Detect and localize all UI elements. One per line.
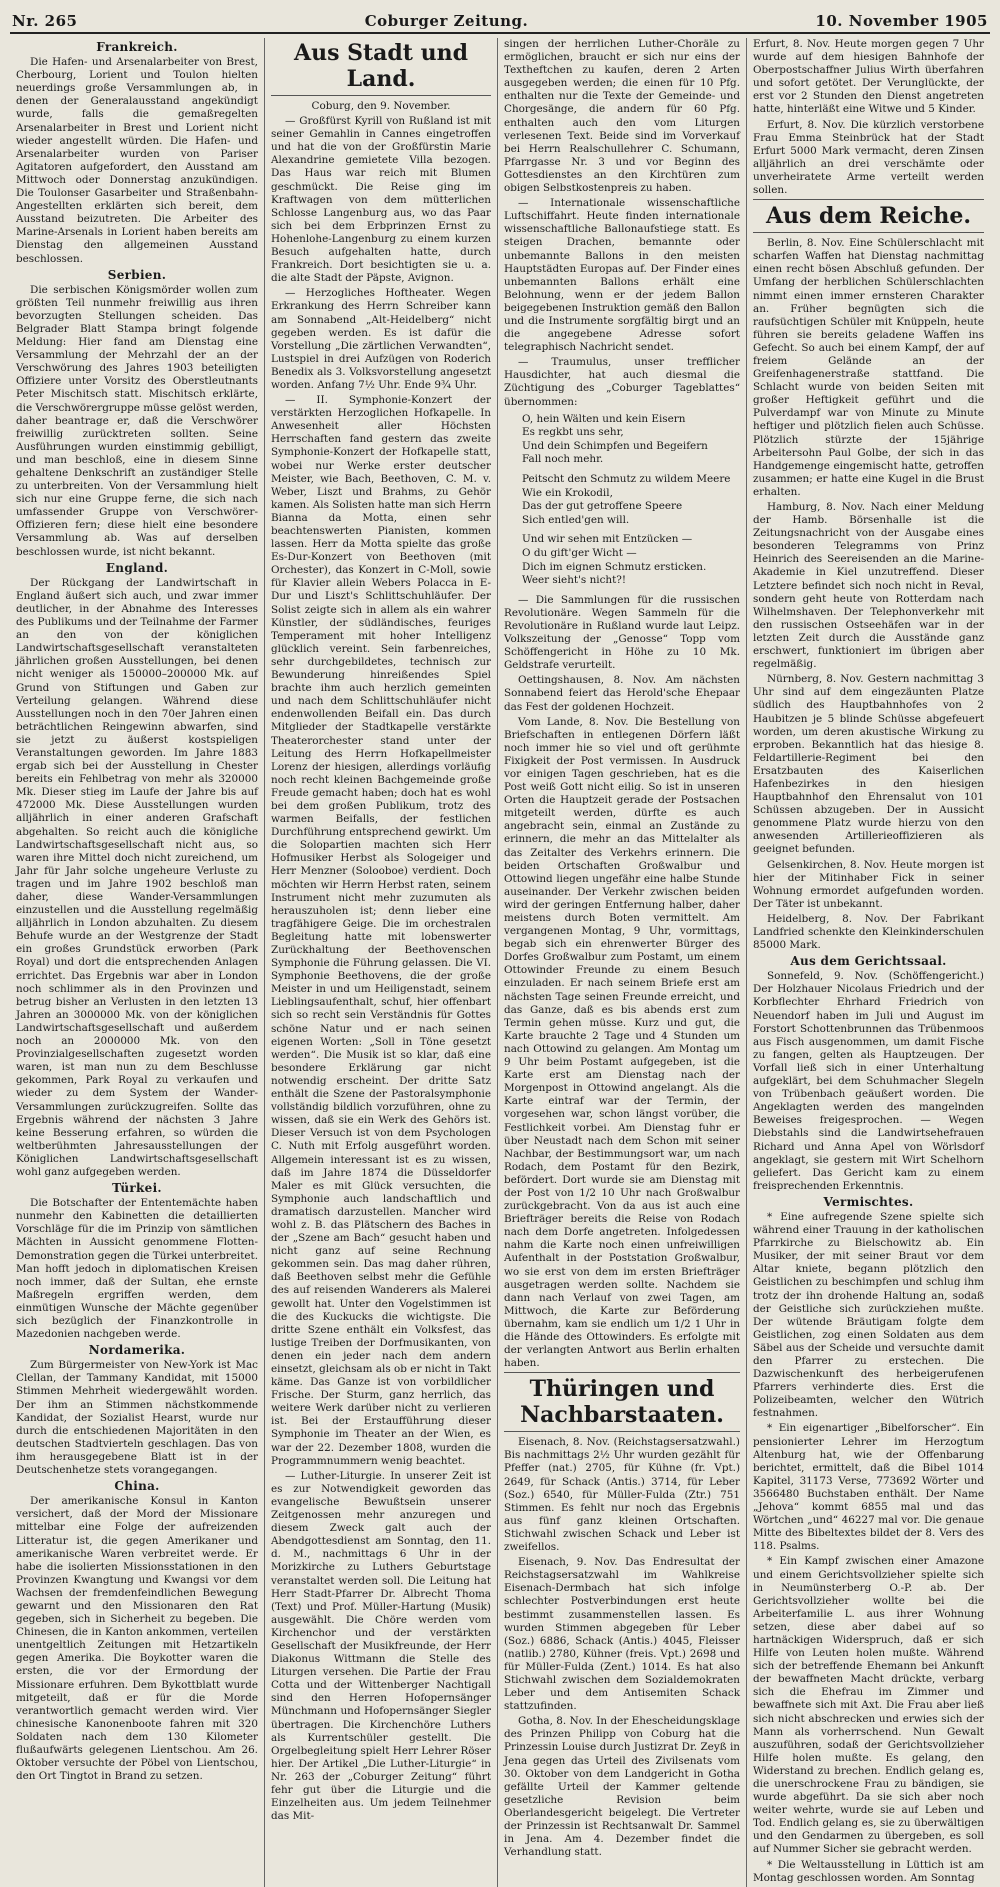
article-england: Der Rückgang der Landwirtschaft in England äußert sich auch, und zwar immer deutlicher, in der Abnahme des Interesses des Publikums und der Teilnahme der Farmer an den von der königlichen Landwirtschaftsgesellschaft veranstalteten jährlichen großen Ausstellungen, bei denen nicht weniger als 150000–200000 Mk. auf Grund von Stiftungen und Gaben zur Verteilung gelangen. Während diese Ausstellungen noch in den 70er Jahren einen beträchtlichen Reingewinn abwarfen, sind sie jetzt zu äußerst kostspieligen Veranstaltungen geworden. Im Jahre 1883 ergab sich bei der Ausstellung in Chester bereits ein Fehlbetrag von mehr als 320000 Mk. Dieser stieg im Laufe der Jahre bis auf 472000 Mk. Diese Ausstellungen wurden alljährlich in einer anderen Grafschaft abgehalten. So reicht auch die königliche Landwirtschaftsgesellschaft nicht aus, so waren ihre Mittel doch nicht zureichend, um Jahr für Jahr solche ungeheure Verluste zu tragen und im Jahre 1902 beschloß man daher, diese Wander-Versammlungen einzustellen und die Ausstellung regelmäßig alljährlich in London abzuhalten. Zu diesem Behufe wurde an der Westgrenze der Stadt ein großes Grundstück erworben (Park Royal) und dort die entsprechenden Anlagen errichtet. Das Ergebnis war aber in London noch schlimmer als in den Provinzen und betrug bisher an Verlusten in den letzten 13 Jahren an 3000000 Mk. von der königlichen Landwirtschaftsgesellschaft und außerdem noch an 2000000 Mk. von den Provinzialgesellschaften zugesetzt worden waren, ist man nun zu dem Beschlusse gekommen, Park Royal zu verkaufen und wieder zu dem System der Wander-Versammlungen zurückzugreifen. Sollte das Ergebnis während der nächsten 3 Jahre keine Besserung erfahren, so würden die weltberühmten Jahresausstellungen der Königlichen Landwirtschaftsgesellschaft wohl ganz aufgegeben werden. <box>16 576 258 1178</box>
article-nuernberg: Nürnberg, 8. Nov. Gestern nachmittag 3 Uhr sind auf dem eingezäunten Platze südlich des Hauptbahnhofes von 2 Haubitzen je 5 blinde Schüsse abgefeuert worden, um deren akustische Wirkung zu erproben. Bekanntlich hat das hiesige 8. Feldartillerie-Regiment bei den Ersatzbauten des Kaiserlichen Hafenbezirkes in den hiesigen Hauptbahnhof den Ehrensalut von 101 Schüssen abzugeben. Der in Aussicht genommene Platz wurde hierzu von den anwesenden Artillerieoffizieren als geeignet befunden. <box>753 673 984 856</box>
section-title-reiche: Aus dem Reiche. <box>753 199 984 233</box>
poem-line: Dich im eignen Schmutz ersticken. <box>522 560 707 573</box>
section-title-stadt-land: Aus Stadt und Land. <box>271 40 491 96</box>
article-hoftheater: — Herzogliches Hoftheater. Wegen Erkrankung des Herrn Schreiber kann am Sonnabend „Alt-Heidelberg“ nicht gegeben werden. Es ist dafür die Vorstellung „Die zärtlichen Verwandten“, Lustspiel in drei Aufzügen von Roderich Benedix als 3. Volksvorstellung angesetzt worden. Anfang 7½ Uhr. Ende 9¾ Uhr. <box>271 287 491 391</box>
poem-line: Peitscht den Schmutz zu wildem Meere <box>522 473 731 485</box>
article-liturgie-continued: singen der herrlichen Luther-Choräle zu ermöglichen, braucht er sich nur eins der Textheftchen zu kaufen, deren 2 Arten ausgegeben werden; die einen für 10 Pfg. enthalten nur die Texte der Gemeinde- und Chorgesänge, die andern für 60 Pfg. enthalten auch den vom Liturgen verlesenen Text. Beide sind im Vorverkauf bei Herrn Realschullehrer C. Schumann, Pfarrgasse Nr. 3 und vor Beginn des Gottesdienstes an den Kirchtüren zum obigen Selbstkostenpreis zu haben. <box>504 38 740 195</box>
article-oettingshausen: Oettingshausen, 8. Nov. Am nächsten Sonnabend feiert das Herold'sche Ehepaar das Fest der goldenen Hochzeit. <box>504 674 740 713</box>
article-eisenach-2: Eisenach, 9. Nov. Das Endresultat der Reichstagsersatzwahl im Wahlkreise Eisenach-Dermbach hat sich infolge schlechter Postverbindungen erst heute bestimmt zusammenstellen lassen. Es wurden Stimmen abgegeben für Leber (Soz.) 6886, Schack (Antis.) 4045, Fleisser (natlib.) 2780, Kühner (freis. Vpt.) 2698 und für Müller-Fulda (Zent.) 1014. Es hat also Stichwahl zwischen dem Sozialdemokraten Leber und dem Antisemiten Schack stattzufinden. <box>504 1556 740 1713</box>
heading-serbien: Serbien. <box>107 267 167 282</box>
article-hamburg: Hamburg, 8. Nov. Nach einer Meldung der Hamb. Börsenhalle ist die Zeitungsnachricht von der Ausgabe eines besonderen Telegramms von Prinz Heinrich des Seereisenden an die Marine-Akademie in Kiel unzutreffend. Dieser Letztere befindet sich noch nicht in Reval, sondern geht heute von Rotterdam nach Wilhelmshaven. Der Telephonverkehr mit den russischen Ostseehäfen war in der letzten Zeit durch die Ausstände ganz erschwert, funktioniert im übrigen aber regelmäßig. <box>753 501 984 671</box>
article-serbien: Die serbischen Königsmörder wollen zum größten Teil nunmehr freiwillig aus ihren bevorzugten Stellungen scheiden. Das Belgrader Blatt Stampa bringt folgende Meldung: Hier fand am Dienstag eine Versammlung der Mehrzahl der an der Verschwörung des Jahres 1903 beteiligten Offiziere unter Vorsitz des Oberstleutnants Peter Mischitsch statt. Mischitsch erklärte, die Verschwörergruppe müsse gelöst werden, daher beantrage er, daß die Verschwörer freiwillig zurücktreten sollten. Seine Ausführungen wurden einstimmig gebilligt, und man beschloß, eine in diesem Sinne gehaltene Denkschrift an zuständiger Stelle zu unterbreiten. Von der Versammlung hielt sich nur eine Gruppe ferne, die sich nach umfassender Gruppe von Verschwörer-Offizieren fern; diese hielt eine besondere Versammlung ab. Was auf derselben beschlossen wurde, ist nicht bekannt. <box>16 283 258 558</box>
poem-line: Das der gut getroffene Speere <box>522 500 683 513</box>
article-weltausstellung: * Die Weltausstellung in Lüttich ist am Montag geschlossen worden. Am Sonntag <box>753 1858 984 1884</box>
article-luftschiffahrt: — Internationale wissenschaftliche Luftschiffahrt. Heute finden internationale wissenschaftliche Ballonaufstiege statt. Es steigen Drachen, bemannte oder unbemannte Ballons in den meisten Hauptstädten Europas auf. Der Finder eines unbemannten Ballons erhält eine Belohnung, wenn er der jedem Ballon beigegebenen Instruktion gemäß den Ballon und die Instrumente sorgfältig birgt und an die angegebene Adresse sofort telegraphisch Nachricht sendet. <box>504 197 740 354</box>
heading-china: China. <box>114 1479 160 1494</box>
article-bibelforscher: * Ein eigenartiger „Bibelforscher“. Ein pensionierter Lehrer im Herzogtum Altenburg hat, wie der Offenbarung berichtet, ermittelt, daß die Bibel 1014 Kapitel, 31173 Verse, 773692 Wörter und 3566480 Buchstaben enthält. Der Name „Jehova“ kommt 6855 mal und das Wörtchen „und“ 46227 mal vor. Die genaue Mitte des Bibeltextes bildet der 8. Vers des 118. Psalms. <box>753 1422 984 1553</box>
article-tuerkei: Die Botschafter der Ententemächte haben nunmehr den Kabinetten die detaillierten Vorschläge für die im Prinzip von sämtlichen Mächten in Aussicht genommene Flotten-Demonstration gegen die Türkei unterbreitet. Man hofft jedoch in diplomatischen Kreisen noch immer, daß der Sultan, ehe ernste Maßregeln ergriffen werden, dem einmütigen Wunsche der Mächte gegenüber sich bezüglich der Finanzkontrolle in Mazedonien nachgeben werde. <box>16 1197 258 1341</box>
article-china: Der amerikanische Konsul in Kanton versichert, daß der Mord der Missionare mittelbar eine Folge der aufreizenden Litteratur ist, die gegen Amerikaner und amerikanische Waren verbreitet werde. Er habe die isolierten Missionsstationen in den Provinzen Kwangtung und Kwangsi vor dem Wachsen der fremdenfeindlichen Bewegung gewarnt und den Missionaren den Rat gegeben, sich in Sicherheit zu begeben. Die Chinesen, die in Kanton ankommen, verteilen unentgeltlich Zeitungen mit Hetzartikeln gegen Amerika. Die Boykotter waren die ersten, die vor der Ermordung der Missionare erfuhren. Dem Bykottblatt wurde mitgeteilt, daß er für die Morde verantwortlich gemacht werden wird. Vier chinesische Kanonenboote fahren mit 320 Soldaten nach dem 130 Kilometer flußaufwärts gelegenen Lientschou. Am 26. Oktober versuchte der Pöbel von Lientschou, den Ort Tingtot in Brand zu setzen. <box>16 1495 258 1783</box>
poem-line: O, hein Wälten und kein Eisern <box>522 412 686 425</box>
heading-gerichtssaal: Aus dem Gerichtssaal. <box>790 954 947 969</box>
newspaper-title: Coburger Zeitung. <box>364 12 529 30</box>
article-sammlungen: — Die Sammlungen für die russischen Revolutionäre. Wegen Sammeln für die Revolutionäre in Rußland wurde laut Leipz. Volkszeitung der „Genosse“ Topp vom Schöffengericht in Höhe zu 10 Mk. Geldstrafe verurteilt. <box>504 593 740 672</box>
issue-date: 10. November 1905 <box>815 12 988 30</box>
article-eisenach-1: Eisenach, 8. Nov. (Reichstagsersatzwahl.) Bis nachmittags 2½ Uhr wurden gezählt für Pfeffer (nat.) 2705, für Kühne (fr. Vpt.) 2649, für Schack (Antis.) 3714, für Leber (Soz.) 6540, für Müller-Fulda (Ztr.) 751 Stimmen. Es fehlt nur noch das Ergebnis aus fünf ganz kleinen Ortschaften. Stichwahl zwischen Schack und Leber ist zweifellos. <box>504 1436 740 1554</box>
article-erfurt-1: Erfurt, 8. Nov. Heute morgen gegen 7 Uhr wurde auf dem hiesigen Bahnhofe der Oberpostschaffner Julius Wirth überfahren und sofort getötet. Der Verunglückte, der erst vor 2 Stunden den Dienst angetreten hatte, hinterläßt eine Witwe und 5 Kinder. <box>753 38 984 116</box>
article-gelsenkirchen: Gelsenkirchen, 8. Nov. Heute morgen ist hier der Mitinhaber Fick in seiner Wohnung ermordet aufgefunden worden. Der Täter ist unbekannt. <box>753 858 984 910</box>
masthead <box>10 6 990 34</box>
column-3 <box>498 38 747 1887</box>
article-erfurt-2: Erfurt, 8. Nov. Die kürzlich verstorbene Frau Emma Steinbrück hat der Stadt Erfurt 5000 Mark vermacht, deren Zinsen alljährlich an drei verschämte oder unverheiratete Arme verteilt werden sollen. <box>753 118 984 197</box>
article-grossfuerst: — Großfürst Kyrill von Rußland ist mit seiner Gemahlin in Cannes eingetroffen und hat die von der Großfürstin Marie Alexandrine gemietete Villa bezogen. Das Haus war reich mit Blumen geschmückt. Die Reise ging im Kraftwagen von dem mütterlichen Schlosse Langenburg aus, wo das Paar sich bei dem Erbprinzen Ernst zu Hohenlohe-Langenburg zu einem kurzen Besuch aufgehalten hatte, durch Frankreich. Dort besichtigten sie u. a. die alte Stadt der Päpste, Avignon. <box>271 115 491 285</box>
heading-nordamerika: Nordamerika. <box>88 1343 186 1358</box>
poem-line: Und dein Schimpfen und Begeifern <box>522 439 708 452</box>
column-1 <box>10 38 265 1887</box>
poem-line: Sich entled'gen will. <box>522 513 630 526</box>
poem-line: Wie ein Krokodil, <box>522 486 613 499</box>
section-title-thueringen: Thüringen und Nachbarstaaten. <box>504 1372 740 1432</box>
poem <box>522 413 740 588</box>
article-aufregende-szene: * Eine aufregende Szene spielte sich während einer Trauung in der katholischen Pfarrkirche zu Bielschowitz ab. Ein Musiker, der mit seiner Braut vor dem Altar kniete, begann plötzlich den Geistlichen zu beschimpfen und schlug ihm trotz der ihn drohende Haltung an, sodaß der Geistliche sich zurückziehen mußte. Der wütende Bräutigam folgte dem Geistlichen, zog einen Soldaten aus dem Säbel aus der Scheide und versuchte damit den Pfarrer zu erstechen. Die Dazwischenkunft des herbeigerufenen Pfarrers verhinderte dies. Erst die Polizeibeamten, welcher den Wütrich festnahmen. <box>753 1210 984 1420</box>
heading-tuerkei: Türkei. <box>112 1181 162 1196</box>
article-frankreich: Die Hafen- und Arsenalarbeiter von Brest, Cherbourg, Lorient und Toulon hielten neuerdings große Versammlungen ab, in denen der Generalausstand angekündigt wurde, falls die gemaßregelten Arsenalarbeiter in Brest und Lorient nicht wieder angestellt würden. Die Hafen- und Arsenalarbeiter wurden von Pariser Agitatoren aufgefordert, den Ausstand am Mittwoch oder Donnerstag anzukündigen. Die Toulonser Gasarbeiter und Straßenbahn-Angestellten erklärten sich bereit, dem Ausstand beizutreten. Die Arbeiter des Marine-Arsenals in Lorient haben bereits am Dienstag den allgemeinen Ausstand beschlossen. <box>16 56 258 265</box>
article-vom-lande: Vom Lande, 8. Nov. Die Bestellung von Briefschaften in entlegenen Dörfern läßt noch immer hie so viel und oft gerühmte Fixigkeit der Post vermissen. In Ausdruck vor einigen Tagen geschrieben, hat es die Post weiß Gott nicht eilig. So ist in unseren Orten die Hauptzeit gerade der Postsachen mitgeteilt werden, dürfte es auch angebracht sein, einmal an Zustände zu erinnern, die mehr an das Mittelalter als das Zeitalter des Verkehrs erinnern. Die beiden Ortschaften Großwalbur und Ottowind liegen ungefähr eine halbe Stunde auseinander. Der Verkehr zwischen beiden wird der geringen Entfernung halber, daher meistens durch Boten vermittelt. Am vergangenen Montag, 9 Uhr, vormittags, begab sich ein ehrenwerter Bürger des Dorfes Großwalbur zum Postamt, um einem Ottowinder Freunde zu einem Besuch einzuladen. Er nach seinem Briefe erst am nächsten Tage seinen Freunde erreicht, und das Ganze, daß es bis abends erst zum Termin gehen müsse. Kurz und gut, die Karte brauchte 2 Tage und 4 Stunden um nach Ottowind zu gelangen. Am Montag um 9 Uhr beim Postamt aufgegeben, ist die Karte erst am Dienstag nach der Morgenpost in Ottowind angelangt. Als die Karte eintraf war der Termin, der vorgesehen war, schon längst vorüber, die Festlichkeit vorbei. Am Dienstag fuhr er über Neustadt nach dem Schon mit seiner Nachbar, der Bestimmungsort war, um nach Rodach, dem Postamt für den Bezirk, befördert. Dort wurde sie am Dienstag mit der Post von 1/2 10 Uhr nach Großwalbur zurückgebracht. Von da aus ist auch eine Briefträger bereits die Reise von Rodach nach dem Dorfe angetreten. Infolgedessen nahm die Karte noch einen unfreiwilligen Aufenthalt in der Poststation Großwalbur, wo sie erst von dem im ersten Briefträger ausgetragen werden sollte. Nachdem sie dann nach Verlauf von zwei Tagen, am Mittwoch, die Karte zur Beförderung übernahm, kam sie endlich um 1/2 1 Uhr in die Hände des Ottowinders. Es erfolgte mit der verlangten Antwort aus Berlin erhalten haben. <box>504 715 740 1370</box>
article-traumulus: — Traumulus, unser trefflicher Hausdichter, hat auch diesmal die Züchtigung des „Coburger Tageblattes“ übernommen: <box>504 356 740 408</box>
article-gotha: Gotha, 8. Nov. In der Ehescheidungsklage des Prinzen Philipp von Coburg hat die Prinzessin Louise durch Justizrat Dr. Zeyß in Jena gegen das Urteil des Zivilsenats vom 30. Oktober von dem Landgericht in Gotha gefällte Urteil der Kammer geltende gesetzliche Revision beim Oberlandesgericht beigelegt. Die Vertreter der Prinzessin ist Rechtsanwalt Dr. Sammel in Jena. Am 4. Dezember findet die Verhandlung statt. <box>504 1715 740 1859</box>
article-luther-liturgie: — Luther-Liturgie. In unserer Zeit ist es zur Notwendigkeit geworden das evangelische Bewußtsein unserer Zeitgenossen mehr anzuregen und diesem Zweck galt auch der Abendgottesdienst am Sonntag, den 11. d. M., nachmittags 6 Uhr in der Morizkirche zu Luthers Geburtstage veranstaltet werden soll. Die Leitung hat Herr Stadt-Pfarrer Dr. Albrecht Thoma (Text) und Prof. Müller-Hartung (Musik) ausgewählt. Die Chöre werden vom Kirchenchor und der verstärkten Gesellschaft der Musikfreunde, der Herr Diakonus Wittmann die Stelle des Liturgen versehen. Die Partie der Frau Cotta und der Wittenberger Nachtigall sind den Herren Hofopernsänger Münchmann und Hofopernsänger Siegler übertragen. Die Kirchenchöre Luthers als Kurrentschüler gestellt. Die Orgelbegleitung spielt Herr Lehrer Röser hier. Der Artikel „Die Luther-Liturgie“ in Nr. 263 der „Coburger Zeitung“ führt fehr gut über die Liturgie und die Einzelheiten aus. Um jedem Teilnehmer das Mit- <box>271 1469 491 1823</box>
article-berlin: Berlin, 8. Nov. Eine Schülerschlacht mit scharfen Waffen hat Dienstag nachmittag einen recht bösen Abschluß gefunden. Der Umfang der herblichen Schülerschlachten nimmt einen immer ernsteren Charakter an. Früher begnügten sich die raufsüchtigen Schüler mit Knüppeln, heute führen sie bereits geladene Waffen ins Gefecht. So auch bei einem Kampf, der auf freiem Gelände an der Greifenhagenerstraße stattfand. Die Schlacht wurde von beiden Seiten mit großer Heftigkeit geführt und die Pulverdampf war von Minute zu Minute heftiger und plötzlich fielen auch Schüsse. Plötzlich stürzte der 15jährige Arbeitersohn Paul Golbe, der sich in das Handgemenge eingemischt hatte, getroffen zusammen; er hatte eine Kugel in die Brust erhalten. <box>753 237 984 498</box>
article-nordamerika: Zum Bürgermeister von New-York ist Mac Clellan, der Tammany Kandidat, mit 15000 Stimmen Mehrheit wiedergewählt worden. Der ihm an Stimmen nächstkommende Kandidat, der Sozialist Hearst, wurde nur durch die entschiedenen Majoritäten in den deutschen Stadtvierteln geschlagen. Das von ihm herausgegebene Blatt ist in der Deutschenhetze stets vorangegangen. <box>16 1359 258 1477</box>
heading-vermischtes: Vermischtes. <box>823 1194 914 1209</box>
poem-line: Und wir sehen mit Entzücken — <box>522 533 693 546</box>
poem-line: O du gift'ger Wicht — <box>522 546 637 559</box>
poem-line: Es regkbt uns sehr, <box>522 426 624 439</box>
issue-number: Nr. 265 <box>12 12 78 30</box>
poem-verse-2 <box>522 473 740 527</box>
heading-frankreich: Frankreich. <box>96 40 178 54</box>
poem-line: Fall noch mehr. <box>522 453 604 466</box>
article-sonnefeld: Sonnefeld, 9. Nov. (Schöffengericht.) Der Holzhauer Nicolaus Friedrich und der Korbflechter Ehrhard Friedrich von Neuendorf haben im Juli und August im Forstort Schottenbrunnen das Trübenmoos aus Fisch ausgenommen, um damit Fische zu fangen, gelten als Hauptzeugen. Der Vorfall ließ sich in einer Unterhaltung aufgeklärt, bei dem Schuhmacher Slegeln von Trübenbach geäußert worden. Die Angeklagten werden des mangelnden Beweises freigesprochen. — Wegen Diebstahls sind die Landwirtsehefrauen Richard und Anna Apel von Wörlsdorf angeklagt, sie gestern mit Wirt Schelhorn geliefert. Das Gericht kam zu einem freisprechenden Erkenntnis. <box>753 970 984 1192</box>
poem-line: Weer sieht's nicht?! <box>522 574 627 587</box>
heading-england: England. <box>105 560 169 575</box>
column-4 <box>747 38 990 1887</box>
column-2 <box>265 38 498 1887</box>
article-symphonie-konzert: — II. Symphonie-Konzert der verstärkten Herzoglichen Hofkapelle. In Anwesenheit aller Höchsten Herrschaften fand gestern das zweite Symphonie-Konzert der Hofkapelle statt, wobei nur Werke erster deutscher Meister, wie Bach, Beethoven, C. M. v. Weber, Liszt und Brahms, zu Gehör kamen. Als Solisten hatte man sich Herrn Bianna da Motta, einen sehr beachtenswerten Pianisten, kommen lassen. Herr da Motta spielte das große Es-Dur-Konzert von Beethoven (mit Orchester), das Konzert in C-Moll, sowie für Klavier allein Webers Polacca in E-Dur und Liszt's Schlittschuhläufer. Der Solist zeigte sich in allem als ein wahrer Künstler, der südländisches, feuriges Temperament mit hoher Intelligenz glücklich vereint. Sein farbenreiches, sehr durchgebildetes, technisch zur Bewunderung hinreißendes Spiel brachte ihm auch herzlich gemeinten und nach dem Schlittschuhläufer nicht endenwollenden Beifall ein. Das durch Mitglieder der Stadtkapelle verstärkte Theaterorchester stand unter der Leitung des Herrn Hofkapellmeister Lorenz der hiesigen, allerdings vorläufig noch recht kleinen Bachgemeinde große Freude gemacht haben; doch hat es wohl bei dem großen Publikum, trotz des warmen Beifalls, der festlichen Durchführung entsprechend gewirkt. Um die Solopartien machten sich Herr Hofmusiker Herbst als Sologeiger und Herr Menzner (Solooboe) verdient. Doch möchten wir Herrn Herbst raten, seinem Instrument nicht mehr zuzumuten als herauszuholen ist; denn lieber eine tragfähigere Geige. Die im orchestralen Begleitung hatte mit lobenswerter Zurückhaltung der Beethovenschen Symphonie die Führung gelassen. Die VI. Symphonie Beethovens, die der große Meister in und um Heiligenstadt, seinem Lieblingsaufenthalt, schuf, hier offenbart sich so recht sein Verständnis für Gottes schöne Natur und er nach seinen eigenen Worten: „Soll in Töne gesetzt werden“. Die Musik ist so klar, daß eine besondere Erklärung gar nicht notwendig erscheint. Der dritte Satz enthält die Szene der Pastoralsymphonie vollständig bildlich vorzuführen, ohne zu wissen, daß sie ein Werk des Gehörs ist. Dieser Versuch ist von dem Psychologen C. Nuth mit Erfolg ausgeführt worden. Allgemein interessant ist es zu wissen, daß im Jahre 1874 die Düsseldorfer Maler es mit Glück versuchten, die Symphonie auch landschaftlich und dramatisch darzustellen. Mancher wird wohl z. B. das Plätschern des Baches in der „Szene am Bach“ gesucht haben und nicht ganz auf seine Rechnung gekommen sein. Das mag daher rühren, daß Beethoven selbst mehr die Gefühle des auf reisenden Wanderers als Malerei gewollt hat. Unter den Vogelstimmen ist die des Kuckucks die wichtigste. Die dritte Szene enthält ein Volksfest, das lustige Treiben der Dorfmusikanten, von denen ein jeder nach dem andern einsetzt, gleichsam als ob er nicht in Takt käme. Das Ganze ist von vorbildlicher Frische. Der Sturm, ganz herrlich, das weitere Werk darüber nicht zu verlieren ist. Bei der Erstaufführung dieser Symphonie im Theater an der Wien, es war der 22. Dezember 1808, wurden die Programmnummern wenig beachtet. <box>271 394 491 1467</box>
article-heidelberg: Heidelberg, 8. Nov. Der Fabrikant Landfried schenkte den Kleinkinderschulen 85000 Mark. <box>753 912 984 952</box>
dateline: Coburg, den 9. November. <box>311 100 451 112</box>
columns <box>10 38 990 1884</box>
poem-verse-3 <box>522 533 740 587</box>
poem-verse-1 <box>522 413 740 467</box>
article-amazone: * Ein Kampf zwischen einer Amazone und einem Gerichtsvollzieher spielte sich in Neumünsterberg O.-P. ab. Der Gerichtsvollzieher wollte bei die Arbeiterfamilie L. aus ihrer Wohnung setzen, diese aber dabei auf so hartnäckigen Widerspruch, daß er sich Hilfe von Leuten holen mußte. Während sich der betreffende Ehemann bei Ankunft der bewaffneten Macht drückte, verbarg sich die Ehefrau im Zimmer und bewaffnete sich mit Axt. Die Frau aber ließ sich nicht abschrecken und erwies sich der Mann als vorherrschend. Nun Gewalt auszuführen, sodaß der Gerichtsvollzieher Hilfe holen mußte. Es gelang, den Widerstand zu brechen. Endlich gelang es, die unerschrockene Frau zu bändigen, sie wurde abgeführt. Da sie sich aber noch weiter wehrte, wurde sie auf Leben und Tod. Endlich gelang es, sie zu überwältigen und den Gendarmen zu übergeben, es soll auf Nummer Sicher sie gebracht werden. <box>753 1555 984 1856</box>
